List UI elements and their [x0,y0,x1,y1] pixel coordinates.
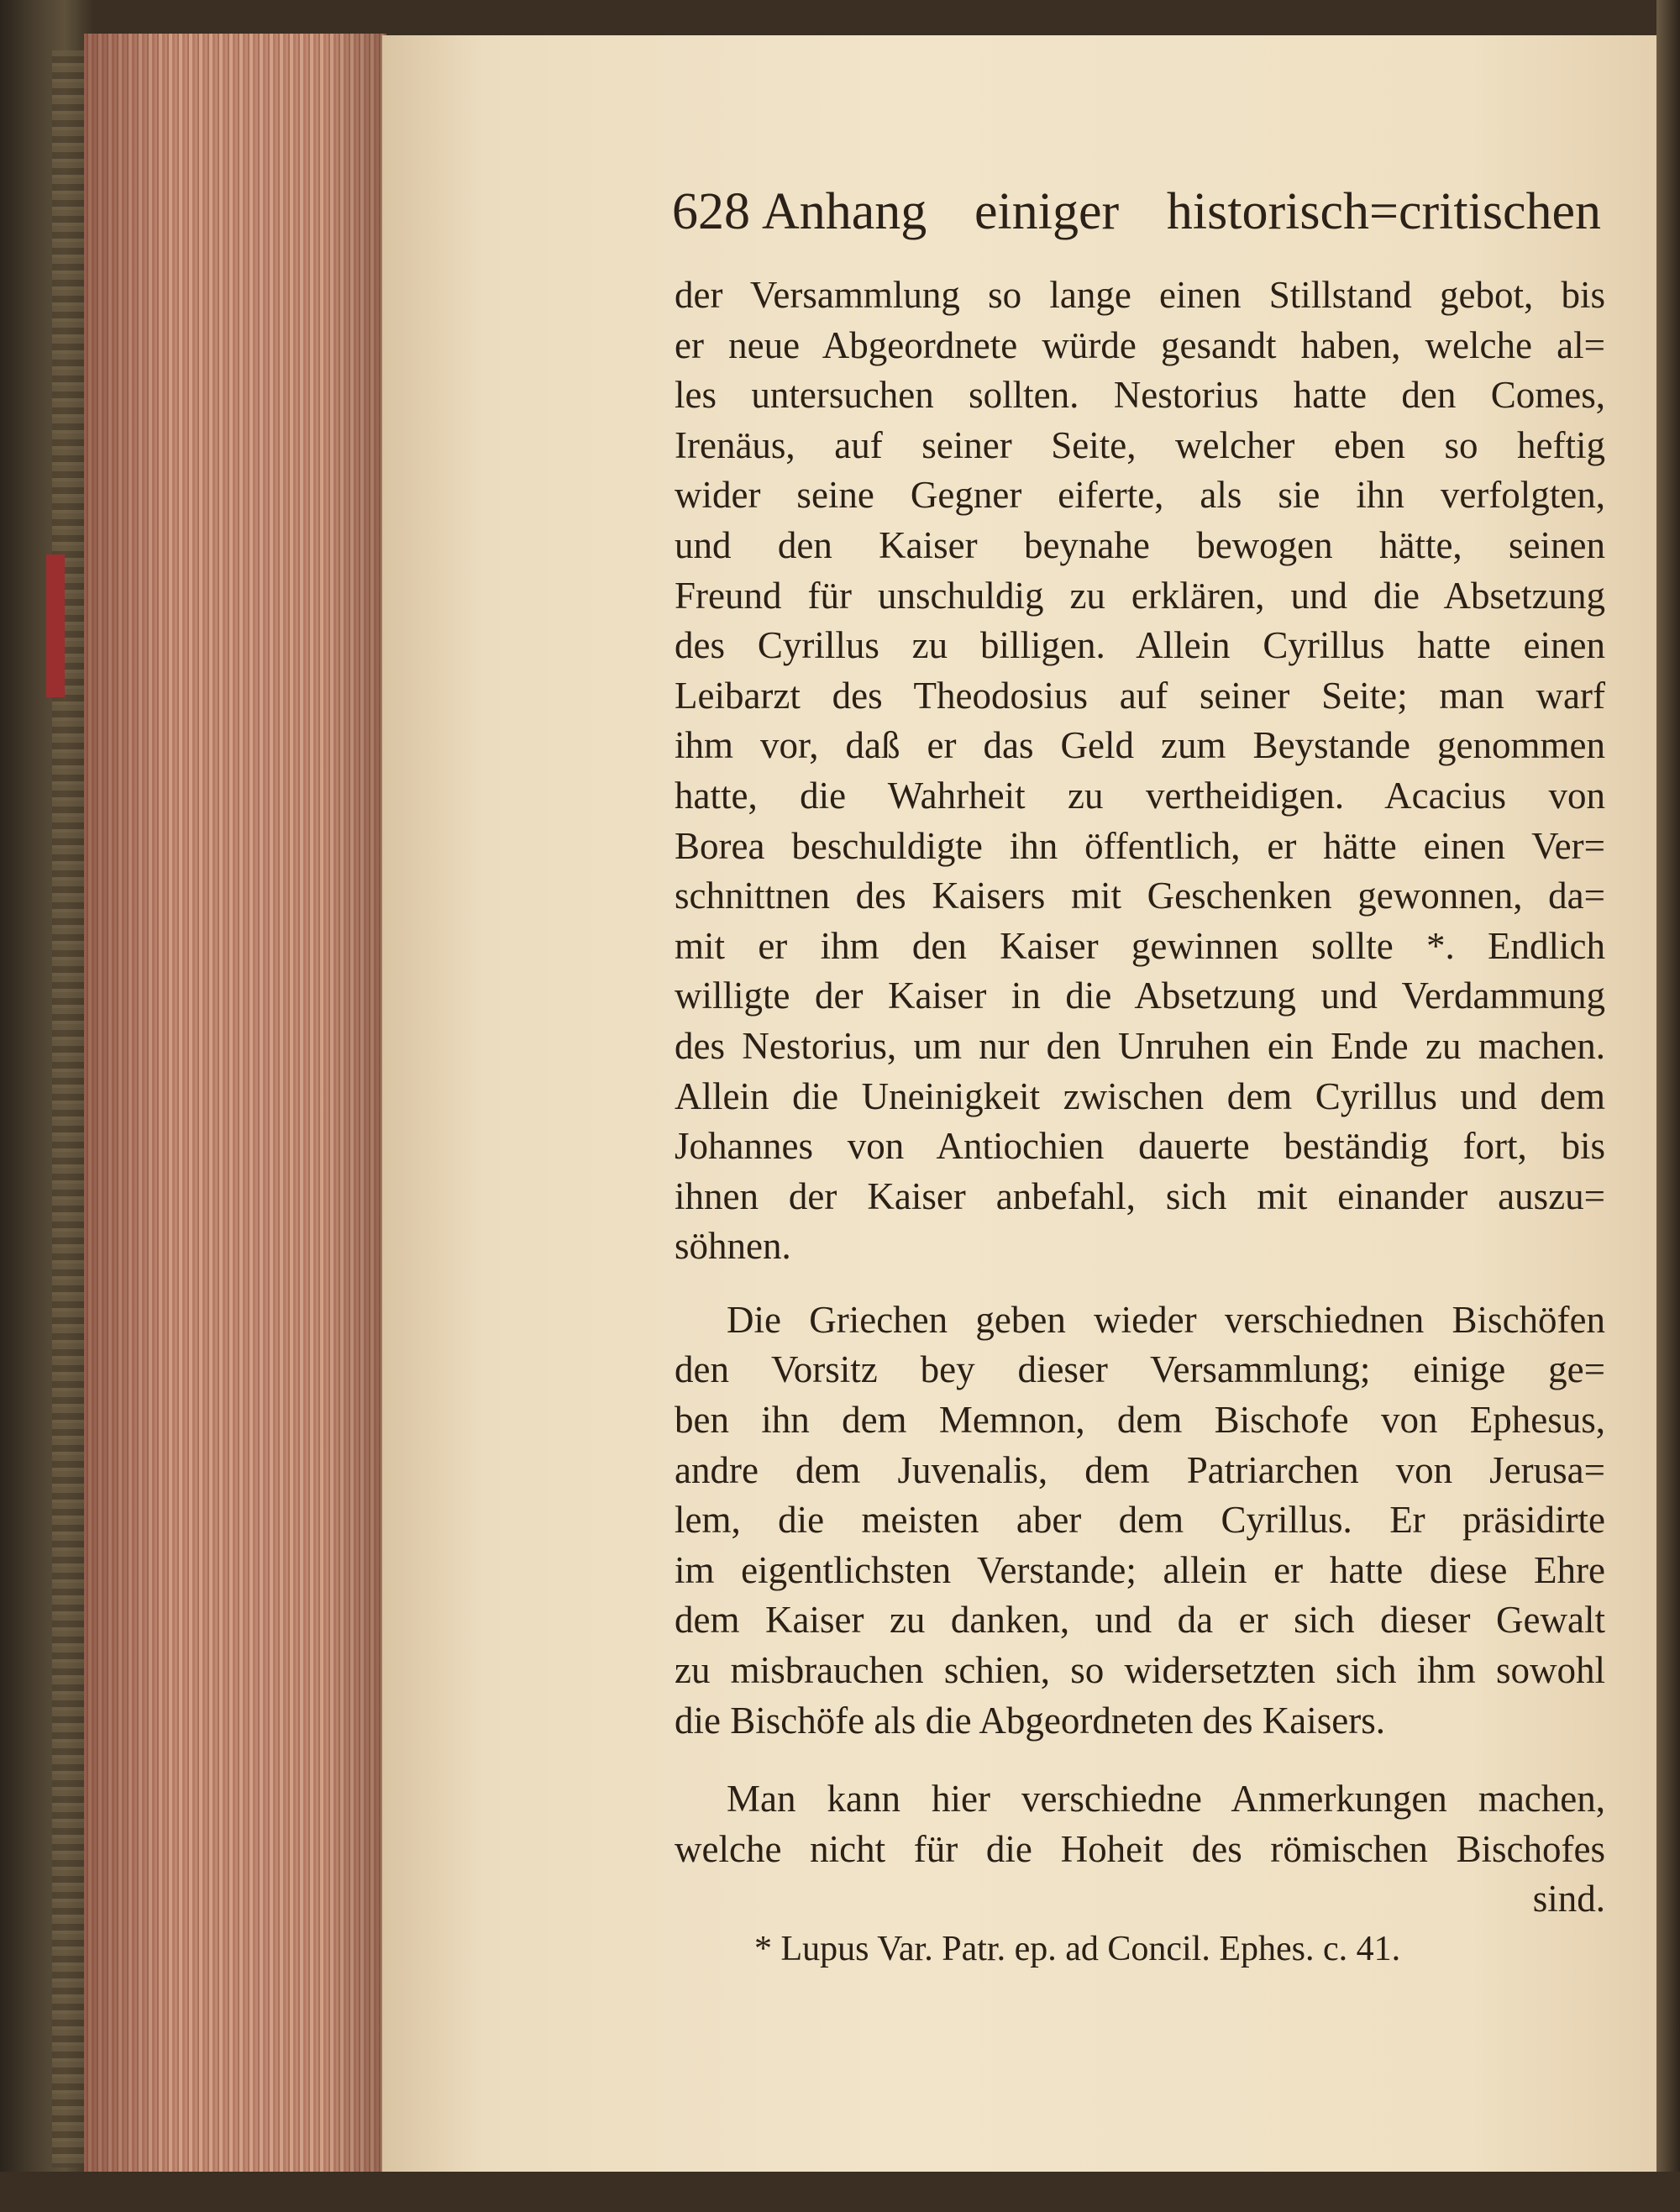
text-line: er neue Abgeordnete würde gesandt haben, welche al= [675,323,1605,366]
text-line: im eigentlichsten Verstande; allein er hatte diese Ehre [675,1548,1605,1591]
text-line: welche nicht für die Hoheit des römischen Bischofes [675,1827,1605,1870]
running-head [672,178,1613,245]
text-line: mit er ihm den Kaiser gewinnen sollte *. Endlich [675,924,1605,967]
facing-page-edge [1656,0,1680,2212]
text-line: Freund für unschuldig zu erklären, und die Absetzung [675,574,1605,617]
paragraph [675,1774,1605,1925]
bookmark-ribbon [46,554,65,697]
text-line: söhnen. [675,1225,791,1268]
text-line: des Cyrillus zu billigen. Allein Cyrillus hatte einen [675,624,1605,667]
text-line: lem, die meisten aber dem Cyrillus. Er präsidirte [675,1499,1605,1542]
text-line: sind. [1532,1878,1605,1920]
text-line: willigte der Kaiser in die Absetzung und Verdammung [675,975,1605,1017]
text-line: schnittnen des Kaisers mit Geschenken gewonnen, da= [675,875,1605,917]
text-line: Allein die Uneinigkeit zwischen dem Cyrillus und dem [675,1074,1605,1117]
text-line: andre dem Juvenalis, dem Patriarchen von Jerusa= [675,1448,1605,1491]
text-line: Borea beschuldigte ihn öffentlich, er hätte einen Ver= [675,824,1605,867]
running-title: Anhang einiger historisch=critischen [762,183,1601,240]
text-line: Die Griechen geben wieder verschiednen Bischöfen [727,1298,1605,1341]
text-line: dem Kaiser zu danken, und da er sich dieser Gewalt [675,1599,1605,1642]
text-line: die Bischöfe als die Abgeordneten des Kaisers. [675,1699,1386,1742]
book-spine-texture [52,50,84,2167]
paragraph [675,271,1605,1272]
text-line: zu misbrauchen schien, so widersetzten sich ihm sowohl [675,1649,1605,1692]
text-line: wider seine Gegner eiferte, als sie ihn verfolgten, [675,474,1605,517]
text-line: hatte, die Wahrheit zu vertheidigen. Acacius von [675,774,1605,817]
text-line: ben ihn dem Memnon, dem Bischofe von Ephesus, [675,1399,1605,1442]
body-text [675,271,1605,1925]
page-edges-shadow [84,34,386,2172]
text-line: des Nestorius, um nur den Unruhen ein Ende zu machen. [675,1024,1605,1067]
text-line: Johannes von Antiochien dauerte beständig fort, bis [675,1125,1605,1168]
text-line: Leibarzt des Theodosius auf seiner Seite; man warf [675,674,1605,717]
page-number: 628 [672,183,750,240]
background-bottom [0,2172,1680,2212]
text-line: ihnen der Kaiser anbefahl, sich mit einander auszu= [675,1174,1605,1217]
text-line: den Vorsitz bey dieser Versammlung; einige ge= [675,1348,1605,1391]
paragraph [675,1295,1605,1746]
text-line: und den Kaiser beynahe bewogen hätte, seinen [675,523,1605,566]
text-line: der Versammlung so lange einen Stillstand gebot, bis [675,274,1605,316]
text-line: Irenäus, auf seiner Seite, welcher eben so heftig [675,423,1605,466]
text-line: les untersuchen sollten. Nestorius hatte den Comes, [675,374,1605,417]
footnote: * Lupus Var. Patr. ep. ad Concil. Ephes. c. 41. [754,1930,1401,1968]
text-line: Man kann hier verschiedne Anmerkungen machen, [727,1778,1605,1821]
text-line: ihm vor, daß er das Geld zum Beystande genommen [675,724,1605,767]
